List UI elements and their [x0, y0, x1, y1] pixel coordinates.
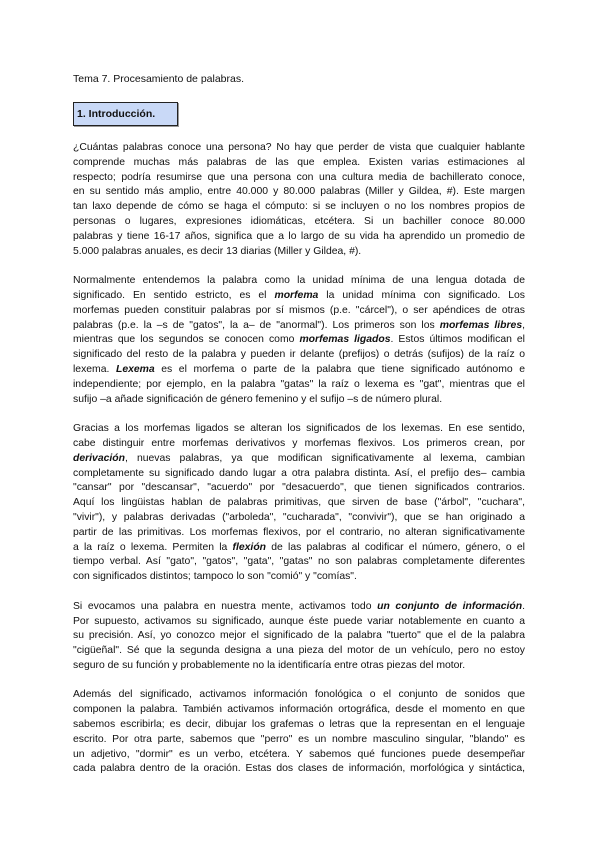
text-line	[73, 467, 525, 482]
text-line	[73, 245, 525, 260]
text-line	[73, 304, 525, 319]
text-span: independiente; por ejemplo, en la palabra "gatas" la raíz o lexema es "gat", mientras que el	[73, 378, 525, 390]
document-body	[73, 141, 525, 777]
text-line	[73, 496, 525, 511]
text-line	[73, 629, 525, 644]
paragraph	[73, 274, 525, 407]
text-span: significado. En sentido estricto, es el	[73, 289, 275, 301]
text-span: cabe distinguir entre morfemas derivativos y morfemas flexivos. Los primeros crean, por	[73, 437, 525, 449]
text-span: mientras que los segundos se conocen como	[73, 334, 300, 346]
text-line	[73, 215, 525, 230]
paragraph	[73, 422, 525, 585]
emphasized-term: morfemas libres	[439, 319, 523, 331]
text-span: comprende muchas más palabras de las que emplea. Existen varias estimaciones al	[73, 156, 525, 168]
emphasized-term: flexión	[232, 541, 267, 553]
text-line	[73, 703, 525, 718]
text-line	[73, 156, 525, 171]
text-span: partir de las primitivas. Los morfemas flexivos, por el contrario, no alteran significativamente	[73, 526, 525, 538]
text-span: significado del resto de la palabra y pueden ir delante (prefijos) o detrás (sufijos) de la raíz o	[73, 349, 525, 361]
text-span: morfemas pueden constituir palabras por sí mismos (p.e. "cárcel"), o ser apéndices de otras	[73, 304, 525, 316]
paragraph-gap	[73, 259, 525, 274]
text-span: tan laxo depende de cómo se haga el cómputo: si se incluyen o no los nombres propios de	[73, 201, 525, 213]
text-span: Aquí los lingüistas hablan de palabras primitivas, que sirven de base ("árbol", "cuchara",	[73, 497, 525, 509]
text-line	[73, 644, 525, 659]
emphasized-term: Lexema	[115, 363, 155, 375]
text-line	[73, 541, 525, 556]
text-line	[73, 481, 525, 496]
text-line	[73, 659, 525, 674]
text-line	[73, 393, 525, 408]
text-span: "cigüeñal". Sé que la segunda designa a una pieza del motor de un vehículo, pero no estoy	[73, 645, 525, 657]
text-line	[73, 171, 525, 186]
paragraph-gap	[73, 674, 525, 689]
text-line	[73, 141, 525, 156]
text-span: respecto; podría resumirse que una persona con una cultura media de bachillerato conoce,	[73, 171, 525, 183]
text-span: en su sentido más amplio, entre 40.000 y 80.000 palabras (Miller y Gildea, #). Este margen	[73, 186, 525, 198]
text-line	[73, 422, 525, 437]
section-heading: 1. Introducción.	[73, 102, 178, 126]
text-line	[73, 748, 525, 763]
text-span: tiempo verbal. Así "gato", "gatos", "gata", "gatas" no son palabras completamente diferentes	[73, 556, 525, 568]
text-span: seguro de su función y probablemente no la identificaría entre otras piezas del motor.	[73, 659, 466, 671]
text-line	[73, 230, 525, 245]
text-line	[73, 600, 525, 615]
text-span: Por supuesto, activamos su significado, aunque éste puede variar notablemente en cuanto a	[73, 615, 525, 627]
paragraph	[73, 600, 525, 674]
text-span: sufijo –a añade significación de género femenino y el sufijo –s de número plural.	[73, 393, 443, 405]
text-line	[73, 289, 525, 304]
text-line	[73, 688, 525, 703]
text-line	[73, 378, 525, 393]
text-span: palabras (p.e. la –s de "gatos", la a– de "anormal"). Los primeros son los	[73, 319, 440, 331]
text-span: sabemos escribirla; es decir, dibujar los grafemas o letras que la representan en el lenguaje	[73, 719, 525, 731]
document-title: Tema 7. Procesamiento de palabras.	[73, 73, 245, 85]
text-span: su precisión. Así, yo conozco mejor el significado de la palabra "tuerto" que el de la palabra	[73, 630, 525, 642]
text-span: "cansar" por "descansar", "acuerdo" por "desacuerdo", que tienen significados contrarios.	[73, 482, 525, 494]
text-line	[73, 333, 525, 348]
text-line	[73, 733, 525, 748]
emphasized-term: morfema	[274, 289, 319, 301]
emphasized-term: un conjunto de información	[377, 600, 523, 612]
text-span: Gracias a los morfemas ligados se alteran los significados de los lexemas. En ese sentido,	[73, 423, 525, 435]
text-span: . Estos últimos modifican el	[390, 334, 525, 346]
paragraph	[73, 141, 525, 259]
text-span: ¿Cuántas palabras conoce una persona? No hay que perder de vista que cualquier hablante	[73, 142, 525, 153]
text-span: componen la palabra. También activamos información ortográfica, desde el momento en que	[73, 704, 525, 716]
text-span: con significados distintos; tampoco lo son "comió" y "comías".	[73, 571, 357, 583]
text-span: a la raíz o lexema. Permiten la	[73, 541, 233, 553]
text-line	[73, 200, 525, 215]
text-line	[73, 511, 525, 526]
text-line	[73, 555, 525, 570]
text-line	[73, 437, 525, 452]
text-line	[73, 762, 525, 777]
text-span: "vivir"), y palabras derivadas ("arboleda", "cucharada", "convivir"), que se han originado a	[73, 511, 525, 523]
text-line	[73, 615, 525, 630]
text-line	[73, 185, 525, 200]
text-span: Normalmente entendemos la palabra como la unidad mínima de una lengua dotada de	[73, 275, 525, 287]
text-line	[73, 718, 525, 733]
paragraph-gap	[73, 585, 525, 600]
text-span: 5.000 palabras anuales, es decir 13 diarias (Miller y Gildea, #).	[73, 245, 362, 257]
text-line	[73, 363, 525, 378]
text-span: la unidad mínima con significado. Los	[318, 289, 525, 301]
text-line	[73, 526, 525, 541]
text-span: un adjetivo, "dormir" es un verbo, etcétera. Y sabemos qué funciones puede desempeñar	[73, 748, 525, 760]
text-line	[73, 319, 525, 334]
text-span: palabras y tiene 16-17 años, significa que a lo largo de su vida ha aprendido un promedio de	[73, 230, 525, 242]
text-span: escrito. Por otra parte, sabemos que "perro" es un nombre masculino singular, "blando" es	[73, 733, 525, 745]
text-span: ,	[522, 319, 525, 331]
emphasized-term: morfemas ligados	[299, 334, 391, 346]
text-span: Si evocamos una palabra en nuestra mente, activamos todo	[73, 600, 378, 612]
text-span: personas o lugares, expresiones idiomáticas, etcétera. Si un bachiller conoce 80.000	[73, 215, 525, 227]
text-line	[73, 348, 525, 363]
text-line	[73, 274, 525, 289]
text-span: .	[522, 600, 525, 612]
text-line	[73, 570, 525, 585]
text-span: , nuevas palabras, ya que modifican significativamente al lexema, cambian	[124, 452, 525, 464]
text-line	[73, 452, 525, 467]
text-span: de las palabras al codificar el número, género, o el	[266, 541, 525, 553]
paragraph-gap	[73, 407, 525, 422]
text-span: lexema.	[73, 363, 116, 375]
text-span: cada palabra dentro de la oración. Estas dos clases de información, morfológica y sintáctica,	[73, 763, 525, 775]
paragraph	[73, 688, 525, 777]
text-span: completamente su significado dando lugar a otra palabra distinta. Así, el prefijo des– cambia	[73, 467, 525, 479]
text-span: Además del significado, activamos información fonológica o el conjunto de sonidos que	[73, 689, 525, 701]
text-span: es el morfema o parte de la palabra que tiene significado autónomo e	[154, 363, 525, 375]
emphasized-term: derivación	[73, 452, 125, 464]
